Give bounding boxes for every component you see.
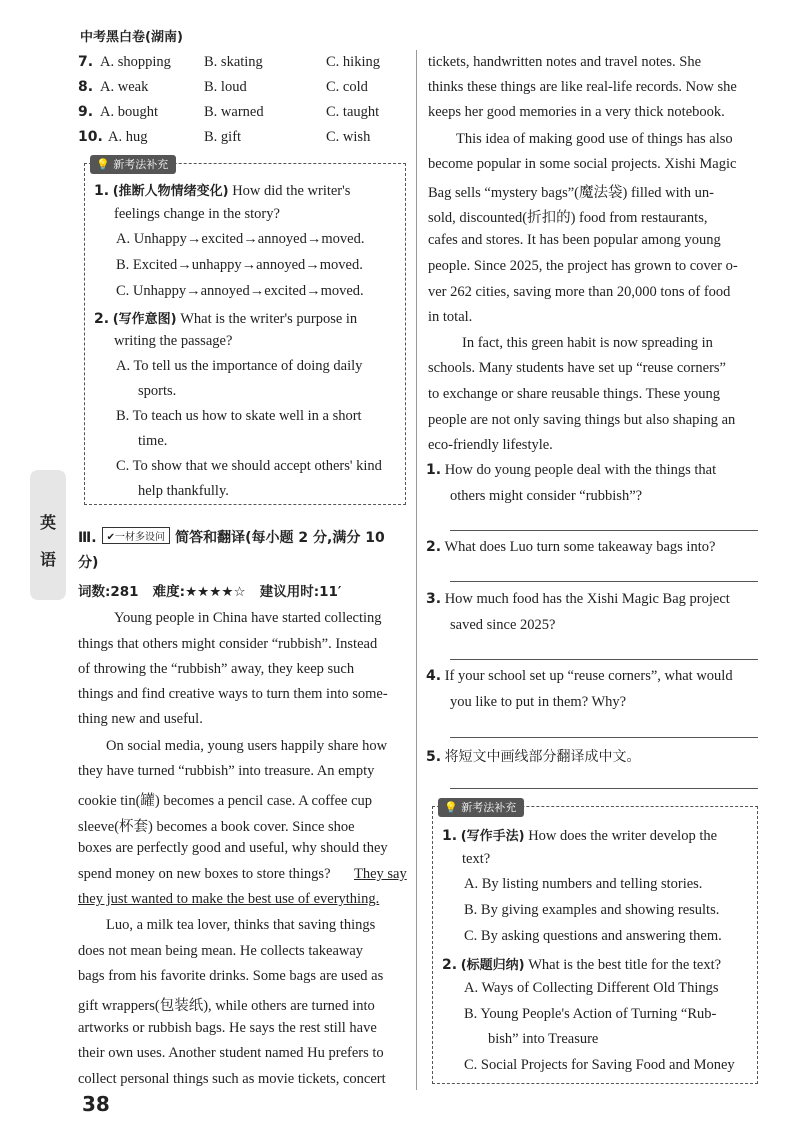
q-text: What is the writer's purpose in xyxy=(180,311,358,327)
q-text: How did the writer's xyxy=(232,183,351,199)
option-row xyxy=(78,104,408,126)
q-number: 1. xyxy=(94,183,110,199)
choice-b[interactable]: B. To teach us how to skate well in a short xyxy=(116,408,362,424)
option-a[interactable]: A. weak xyxy=(100,79,149,95)
passage-line: in total. xyxy=(428,309,473,325)
passage-line: thinks these things are like real-life records. Now she xyxy=(428,79,737,95)
passage-line: boxes are perfectly good and useful, why should they xyxy=(78,840,388,856)
choice-b-cont: bish” into Treasure xyxy=(488,1031,599,1047)
passage-line: thing new and useful. xyxy=(78,711,203,727)
passage-line: tickets, handwritten notes and travel notes. She xyxy=(428,54,702,70)
passage-line: Luo, a milk tea lover, thinks that saving things xyxy=(106,917,376,933)
q-text: How much food has the Xishi Magic Bag project xyxy=(444,591,730,607)
answer-line[interactable] xyxy=(450,659,758,660)
option-row xyxy=(78,129,408,151)
q-text: saved since 2025? xyxy=(450,617,556,633)
passage-line: their own uses. Another student named Hu prefers to xyxy=(78,1045,384,1061)
passage-line: people. Since 2025, the project has grown to cover o- xyxy=(428,258,738,274)
new-method-badge xyxy=(438,798,524,817)
choice-b[interactable]: B. Young People's Action of Turning “Rub- xyxy=(464,1006,717,1022)
q-text: writing the passage? xyxy=(114,333,233,349)
passage-line: Bag sells “mystery bags”(魔法袋) filled with un- xyxy=(428,185,714,201)
option-c[interactable]: C. cold xyxy=(326,79,368,95)
option-b[interactable]: B. gift xyxy=(204,129,242,145)
q-text: How does the writer develop the xyxy=(528,828,718,844)
passage-line: they have turned “rubbish” into treasure. An empty xyxy=(78,763,375,779)
q-text: feelings change in the story? xyxy=(114,206,280,222)
q-number: 1. xyxy=(426,462,442,478)
stamp-label: 一材多设问 xyxy=(115,532,166,543)
choice-a[interactable]: A. Unhappy→excited→annoyed→moved. xyxy=(116,231,365,247)
passage-line: spend money on new boxes to store things? xyxy=(78,866,331,882)
choice-b-cont: time. xyxy=(138,433,168,449)
q-tag: (标题归纳) xyxy=(460,958,525,973)
q-text: you like to put in them? Why? xyxy=(450,694,627,710)
passage-line: sleeve(杯套) becomes a book cover. Since shoe xyxy=(78,819,355,835)
option-c[interactable]: C. taught xyxy=(326,104,380,120)
section-heading xyxy=(78,527,385,547)
passage-line: keeps her good memories in a very thick notebook. xyxy=(428,104,725,120)
passage-line: gift wrappers(包装纸), while others are turned into xyxy=(78,998,375,1014)
passage-line: does not mean being mean. He collects takeaway xyxy=(78,943,364,959)
page-header: 中考黑白卷(湖南) xyxy=(80,30,183,45)
passage-line: to exchange or share reusable things. These young xyxy=(428,386,721,402)
choice-c-cont: help thankfully. xyxy=(138,483,229,499)
option-a[interactable]: A. bought xyxy=(100,104,158,120)
choice-a[interactable]: A. To tell us the importance of doing daily xyxy=(116,358,363,374)
choice-c[interactable]: C. Social Projects for Saving Food and Money xyxy=(464,1057,735,1073)
badge-label: 新考法补充 xyxy=(113,158,169,171)
passage-line: collect personal things such as movie tickets, concert xyxy=(78,1071,386,1087)
choice-a[interactable]: A. By listing numbers and telling stories. xyxy=(464,876,703,892)
passage-line: cafes and stores. It has been popular among young xyxy=(428,232,721,248)
q-number: 5. xyxy=(426,749,442,765)
option-c[interactable]: C. hiking xyxy=(326,54,380,70)
option-a[interactable]: A. hug xyxy=(108,129,148,145)
passage-line: On social media, young users happily share how xyxy=(106,738,388,754)
passage-line: people are not only saving things but also shaping an xyxy=(428,412,736,428)
column-divider xyxy=(416,50,417,1090)
passage-line: This idea of making good use of things has also xyxy=(456,131,733,147)
answer-line[interactable] xyxy=(450,581,758,582)
underlined-sentence: they just wanted to make the best use of everything. xyxy=(78,891,380,907)
passage-line: In fact, this green habit is now spreading in xyxy=(462,335,713,351)
q-text: How do young people deal with the things that xyxy=(444,462,717,478)
q-text: What does Luo turn some takeaway bags into? xyxy=(444,539,716,555)
stamp-badge xyxy=(102,527,170,544)
q-number: 3. xyxy=(426,591,442,607)
choice-c[interactable]: C. Unhappy→annoyed→excited→moved. xyxy=(116,283,364,299)
subject-char: 英 xyxy=(39,513,56,532)
q-tag: (写作手法) xyxy=(460,829,525,844)
question-number: 8. xyxy=(78,79,94,95)
q-text: If your school set up “reuse corners”, what would xyxy=(444,668,733,684)
q-tag: (推断人物情绪变化) xyxy=(112,184,229,199)
q-text: others might consider “rubbish”? xyxy=(450,488,643,504)
passage-meta: 词数:281 难度:★★★★☆ 建议用时:11′ xyxy=(78,584,342,600)
passage-line: things that others might consider “rubbish”. Instead xyxy=(78,636,378,652)
choice-b[interactable]: B. Excited→unhappy→annoyed→moved. xyxy=(116,257,363,273)
q-text: What is the best title for the text? xyxy=(528,957,722,973)
option-b[interactable]: B. loud xyxy=(204,79,247,95)
section-roman: Ⅲ. xyxy=(78,530,97,546)
q-number: 2. xyxy=(426,539,442,555)
passage-line: sold, discounted(折扣的) food from restaurants, xyxy=(428,210,708,226)
q-number: 2. xyxy=(94,311,110,327)
option-b[interactable]: B. skating xyxy=(204,54,263,70)
q-number: 4. xyxy=(426,668,442,684)
passage-line: ver 262 cities, saving more than 20,000 tons of food xyxy=(428,284,731,300)
choice-a-cont: sports. xyxy=(138,383,177,399)
option-a[interactable]: A. shopping xyxy=(100,54,171,70)
q-text: text? xyxy=(462,851,491,867)
subject-side-tab xyxy=(30,470,66,600)
option-c[interactable]: C. wish xyxy=(326,129,371,145)
answer-line[interactable] xyxy=(450,530,758,531)
lightbulb-icon: 💡 xyxy=(96,158,110,171)
choice-c[interactable]: C. To show that we should accept others' kind xyxy=(116,458,382,474)
choice-b[interactable]: B. By giving examples and showing results. xyxy=(464,902,720,918)
new-method-badge xyxy=(90,155,176,174)
passage-line: of throwing the “rubbish” away, they keep such xyxy=(78,661,355,677)
q-number: 1. xyxy=(442,828,458,844)
answer-line[interactable] xyxy=(450,737,758,738)
option-b[interactable]: B. warned xyxy=(204,104,264,120)
q-tag: (写作意图) xyxy=(112,312,177,327)
answer-line[interactable] xyxy=(450,788,758,789)
page-number: 38 xyxy=(82,1092,110,1116)
check-icon: ✔ xyxy=(106,532,116,543)
choice-a[interactable]: A. Ways of Collecting Different Old Things xyxy=(464,980,719,996)
q-text: 将短文中画线部分翻译成中文。 xyxy=(444,750,641,765)
passage-line: Young people in China have started collecting xyxy=(114,610,382,626)
passage-line: bags from his favorite drinks. Some bags are used as xyxy=(78,968,384,984)
question-number: 10. xyxy=(78,129,103,145)
question-number: 9. xyxy=(78,104,94,120)
lightbulb-icon: 💡 xyxy=(444,801,458,814)
passage-line: eco-friendly lifestyle. xyxy=(428,437,553,453)
underlined-sentence: They say xyxy=(354,866,407,882)
option-row xyxy=(78,54,408,76)
passage-line: schools. Many students have set up “reuse corners” xyxy=(428,360,726,376)
badge-label: 新考法补充 xyxy=(461,801,517,814)
passage-line: become popular in some social projects. Xishi Magic xyxy=(428,156,737,172)
passage-line: cookie tin(罐) becomes a pencil case. A coffee cup xyxy=(78,793,373,809)
question-number: 7. xyxy=(78,54,94,70)
q-number: 2. xyxy=(442,957,458,973)
choice-c[interactable]: C. By asking questions and answering them. xyxy=(464,928,722,944)
option-row xyxy=(78,79,408,101)
section-title-cont: 分) xyxy=(78,555,99,571)
section-title: 简答和翻译(每小题 2 分,满分 10 xyxy=(175,530,385,546)
subject-char: 语 xyxy=(39,550,56,569)
passage-line: artworks or rubbish bags. He says the rest still have xyxy=(78,1020,377,1036)
passage-line: things and find creative ways to turn them into some- xyxy=(78,686,388,702)
